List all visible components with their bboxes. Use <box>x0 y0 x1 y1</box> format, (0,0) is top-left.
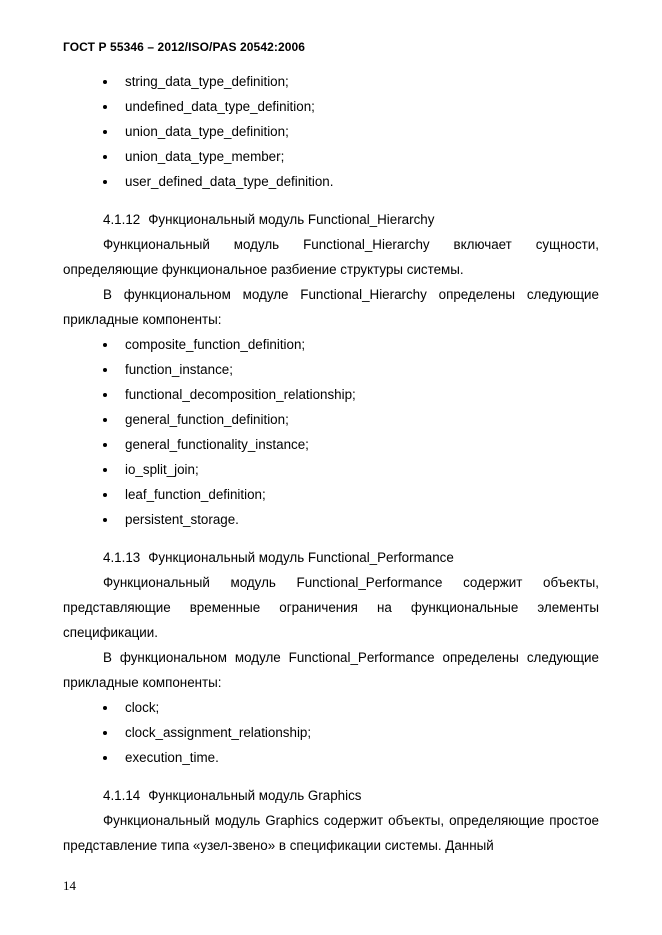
list-item-text: persistent_storage. <box>125 512 239 527</box>
bullet-icon <box>103 756 107 760</box>
section-heading-4-1-14 <box>63 783 599 808</box>
bullet-icon <box>103 80 107 84</box>
list-item-text: general_function_definition; <box>125 412 289 427</box>
section-number: 4.1.12 <box>103 212 141 227</box>
list-item-text: union_data_type_member; <box>125 149 285 164</box>
bullet-icon <box>103 155 107 159</box>
section-number: 4.1.14 <box>103 788 141 803</box>
list-item-text: execution_time. <box>125 750 219 765</box>
bullet-icon <box>103 518 107 522</box>
list-item <box>63 119 599 144</box>
list-item-text: composite_function_definition; <box>125 337 306 352</box>
list-item-text: union_data_type_definition; <box>125 124 289 139</box>
list-item-text: function_instance; <box>125 362 233 377</box>
section-number: 4.1.13 <box>103 550 141 565</box>
list-item <box>63 720 599 745</box>
section-heading-4-1-13 <box>63 545 599 570</box>
list-item <box>63 407 599 432</box>
list-item <box>63 432 599 457</box>
list-item-text: clock_assignment_relationship; <box>125 725 312 740</box>
list-item <box>63 482 599 507</box>
list-item <box>63 69 599 94</box>
bullet-icon <box>103 418 107 422</box>
bullet-icon <box>103 443 107 447</box>
bullet-icon <box>103 368 107 372</box>
bullet-list-top <box>63 69 599 194</box>
list-item <box>63 457 599 482</box>
section-title: Функциональный модуль Functional_Performance <box>148 550 454 565</box>
bullet-icon <box>103 105 107 109</box>
bullet-icon <box>103 343 107 347</box>
list-item <box>63 382 599 407</box>
list-item <box>63 94 599 119</box>
list-item-text: general_functionality_instance; <box>125 437 309 452</box>
section-heading-4-1-12 <box>63 207 599 232</box>
list-item-text: string_data_type_definition; <box>125 74 289 89</box>
list-item-text: io_split_join; <box>125 462 199 477</box>
list-item <box>63 745 599 770</box>
bullet-icon <box>103 706 107 710</box>
list-item <box>63 332 599 357</box>
bullet-icon <box>103 468 107 472</box>
bullet-icon <box>103 180 107 184</box>
bullet-icon <box>103 493 107 497</box>
list-item-text: leaf_function_definition; <box>125 487 266 502</box>
bullet-icon <box>103 393 107 397</box>
bullet-list-functional-hierarchy <box>63 332 599 532</box>
list-item-text: functional_decomposition_relationship; <box>125 387 356 402</box>
paragraph: Функциональный модуль Graphics содержит объекты, определяющие простое представление типа «узел-звено» в спецификации системы. Данный <box>63 813 599 853</box>
section-title: Функциональный модуль Graphics <box>148 788 362 803</box>
bullet-icon <box>103 130 107 134</box>
standard-header: ГОСТ Р 55346 – 2012/ISO/PAS 20542:2006 <box>63 40 306 54</box>
paragraph: В функциональном модуле Functional_Performance определены следующие прикладные компоненты: <box>63 650 599 690</box>
list-item <box>63 695 599 720</box>
list-item-text: undefined_data_type_definition; <box>125 99 315 114</box>
list-item <box>63 357 599 382</box>
paragraph: Функциональный модуль Functional_Hierarchy включает сущности, определяющие функциональное разбиение структуры системы. <box>63 237 599 277</box>
list-item-text: clock; <box>125 700 160 715</box>
list-item <box>63 507 599 532</box>
list-item <box>63 169 599 194</box>
list-item <box>63 144 599 169</box>
bullet-list-functional-performance <box>63 695 599 770</box>
list-item-text: user_defined_data_type_definition. <box>125 174 334 189</box>
page-content <box>63 69 599 858</box>
page-number: 14 <box>63 878 76 893</box>
bullet-icon <box>103 731 107 735</box>
paragraph: Функциональный модуль Functional_Performance содержит объекты, представляющие временные ограничения на функциональные элементы спецификации. <box>63 575 599 640</box>
section-title: Функциональный модуль Functional_Hierarchy <box>148 212 435 227</box>
paragraph: В функциональном модуле Functional_Hierarchy определены следующие прикладные компоненты: <box>63 287 599 327</box>
